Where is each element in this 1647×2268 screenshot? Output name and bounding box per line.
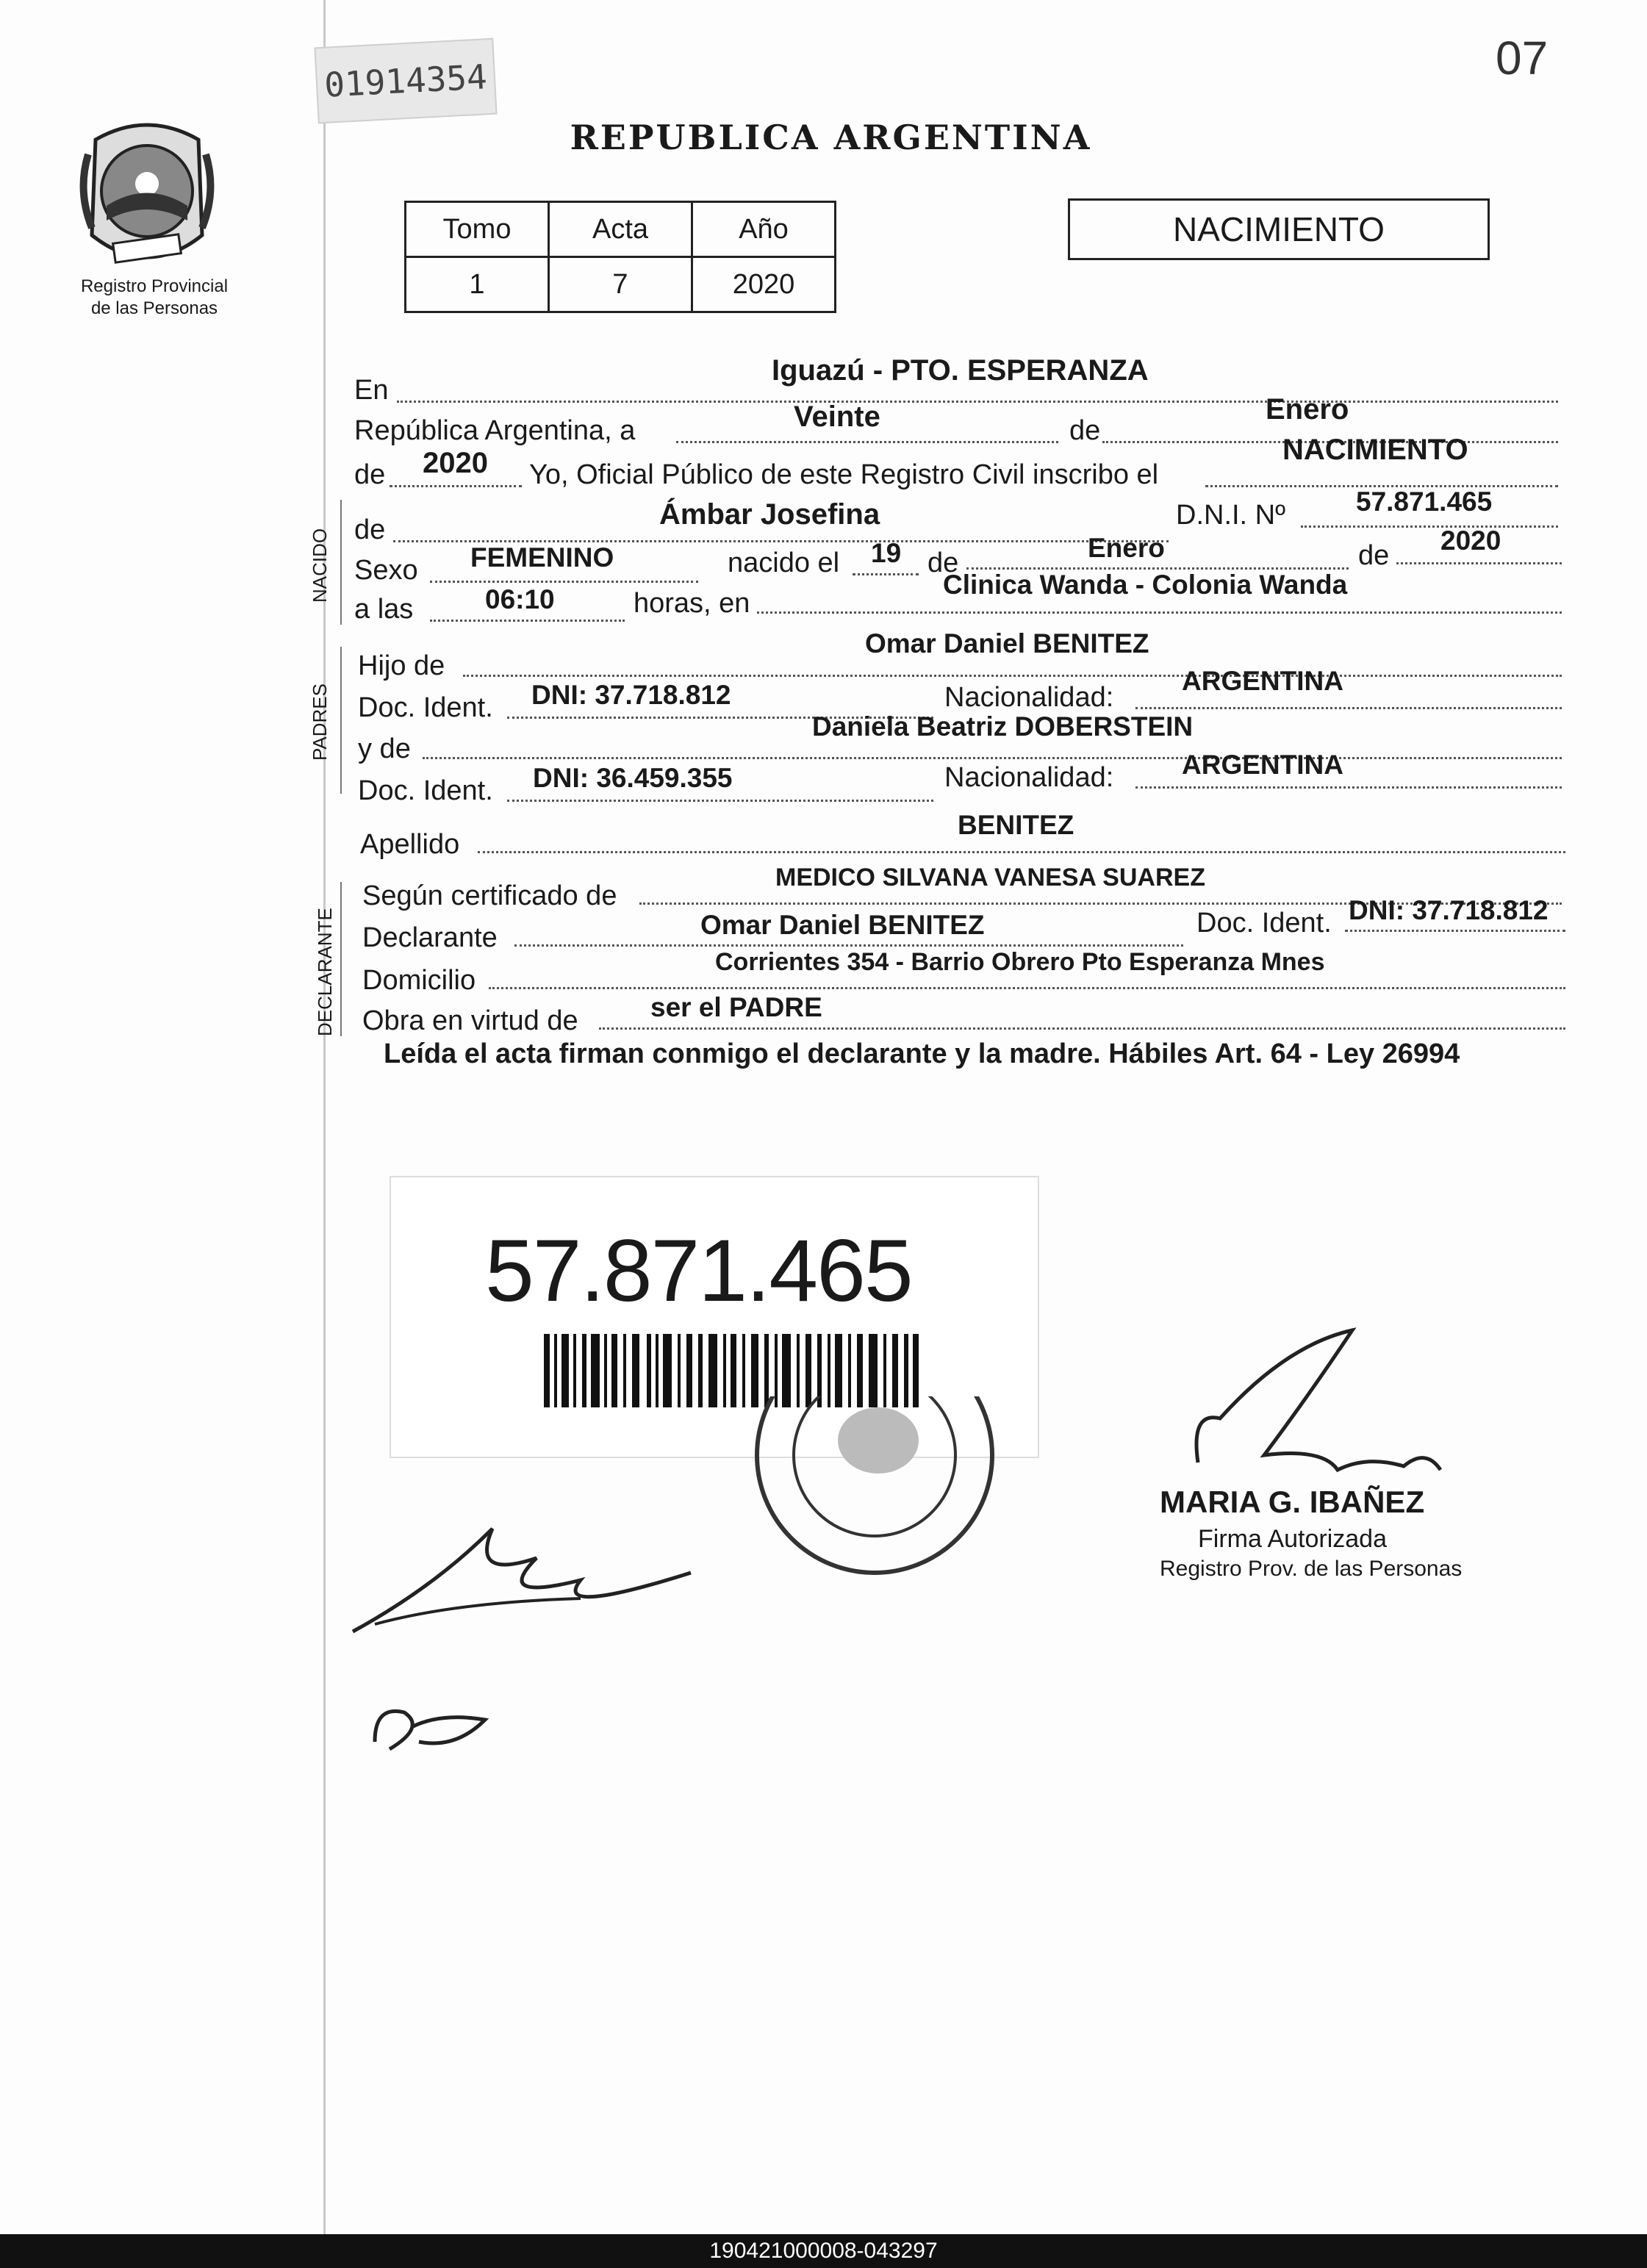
- dotted-line: [507, 800, 933, 802]
- header-tomo: Tomo: [406, 202, 549, 257]
- dotted-line: [676, 441, 1058, 443]
- dotted-line: [463, 675, 1562, 677]
- dotted-line: [599, 1027, 1565, 1030]
- dotted-line: [478, 851, 1565, 853]
- value-lugar-nac: Clinica Wanda - Colonia Wanda: [943, 570, 1348, 600]
- label-nacionalidad-2: Nacionalidad:: [944, 762, 1114, 793]
- dotted-line: [757, 611, 1562, 614]
- dotted-line: [397, 401, 1558, 403]
- dotted-line: [489, 987, 1565, 989]
- value-apellido: BENITEZ: [958, 810, 1074, 840]
- section-bar-declarante: [340, 882, 342, 1036]
- header-acta: Acta: [549, 202, 692, 257]
- label-domicilio: Domicilio: [362, 965, 476, 996]
- value-dia-letras: Veinte: [794, 401, 880, 433]
- value-tomo: 1: [406, 257, 549, 312]
- value-anio: 2020: [692, 257, 836, 312]
- label-nacionalidad-1: Nacionalidad:: [944, 682, 1114, 713]
- signature-oficial: [1176, 1323, 1470, 1492]
- value-madre-doc: DNI: 36.459.355: [533, 763, 733, 793]
- label-de-dia: de: [927, 548, 959, 578]
- value-sexo: FEMENINO: [470, 542, 614, 573]
- label-dni: D.N.I. Nº: [1176, 500, 1285, 531]
- value-declarante: Omar Daniel BENITEZ: [700, 910, 985, 940]
- record-type-box: NACIMIENTO: [1068, 198, 1490, 260]
- label-doc-ident-3: Doc. Ident.: [1196, 908, 1332, 939]
- value-hora: 06:10: [485, 584, 555, 614]
- value-padre-doc: DNI: 37.718.812: [531, 680, 731, 710]
- sticker-number: 57.871.465: [485, 1221, 912, 1320]
- value-nombre: Ámbar Josefina: [659, 498, 880, 531]
- label-doc-ident-2: Doc. Ident.: [358, 775, 493, 806]
- side-label-padres: PADRES: [309, 683, 331, 761]
- dotted-line: [1135, 786, 1562, 789]
- value-anio: 2020: [423, 447, 488, 479]
- signature-madre: [367, 1690, 500, 1756]
- header-anio: Año: [692, 202, 836, 257]
- value-madre: Daniela Beatriz DOBERSTEIN: [812, 711, 1194, 742]
- closing-statement: Leída el acta firman conmigo el declarante y la madre. Hábiles Art. 64 - Ley 26994: [384, 1038, 1460, 1069]
- label-de-anio: de: [354, 459, 386, 490]
- label-obra-en-virtud: Obra en virtud de: [362, 1005, 578, 1036]
- label-republica: República Argentina, a: [354, 415, 636, 446]
- label-en: En: [354, 375, 389, 406]
- registry-round-seal: [750, 1396, 1000, 1610]
- side-label-declarante: DECLARANTE: [314, 908, 336, 1036]
- label-nacido-el: nacido el: [728, 548, 840, 578]
- registry-caption: Registro Provincial de las Personas: [80, 276, 229, 318]
- value-declarante-doc: DNI: 37.718.812: [1349, 895, 1549, 925]
- value-padre: Omar Daniel BENITEZ: [865, 628, 1149, 658]
- value-dni: 57.871.465: [1356, 487, 1493, 517]
- dotted-line: [390, 485, 522, 487]
- value-mes: Enero: [1266, 393, 1349, 426]
- dotted-line: [1396, 562, 1562, 564]
- dotted-line: [1345, 930, 1565, 932]
- label-y-de: y de: [358, 733, 411, 764]
- signatory-name: MARIA G. IBAÑEZ: [1160, 1485, 1425, 1519]
- side-label-nacido: NACIDO: [309, 528, 331, 603]
- section-bar-padres: [340, 647, 342, 794]
- label-hijo-de: Hijo de: [358, 650, 445, 681]
- dotted-line: [514, 944, 1183, 947]
- value-certificado: MEDICO SILVANA VANESA SUAREZ: [775, 864, 1205, 891]
- signature-declarante: [345, 1514, 698, 1646]
- value-madre-nac: ARGENTINA: [1182, 750, 1343, 780]
- label-segun-certificado: Según certificado de: [362, 880, 617, 911]
- label-sexo: Sexo: [354, 555, 418, 586]
- dotted-line: [430, 620, 625, 622]
- value-lugar: Iguazú - PTO. ESPERANZA: [772, 354, 1149, 387]
- label-declarante: Declarante: [362, 922, 498, 953]
- page-title: REPUBLICA ARGENTINA: [570, 118, 1092, 157]
- dotted-line: [423, 757, 1562, 759]
- value-acta: 7: [549, 257, 692, 312]
- signatory-role: Firma Autorizada: [1198, 1525, 1387, 1553]
- dotted-line: [1135, 707, 1562, 709]
- value-acto: NACIMIENTO: [1282, 434, 1468, 466]
- label-apellido: Apellido: [360, 829, 460, 860]
- label-de-nombre: de: [354, 514, 386, 545]
- label-yo-oficial: Yo, Oficial Público de este Registro Civil inscribo el: [529, 459, 1159, 490]
- tomo-acta-table: [404, 201, 836, 313]
- label-de-anio2: de: [1358, 540, 1390, 571]
- margin-line: [323, 0, 326, 2234]
- page-number: 07: [1496, 32, 1549, 85]
- label-de-mes: de: [1069, 415, 1101, 446]
- dotted-line: [430, 581, 698, 583]
- signatory-org: Registro Prov. de las Personas: [1160, 1557, 1463, 1581]
- label-horas-en: horas, en: [634, 588, 750, 619]
- section-bar-nacido: [340, 500, 342, 625]
- dotted-line: [853, 573, 919, 575]
- value-mes-nac: Enero: [1088, 533, 1165, 563]
- value-padre-nac: ARGENTINA: [1182, 666, 1343, 696]
- value-anio-nac: 2020: [1440, 525, 1501, 556]
- label-a-las: a las: [354, 594, 414, 625]
- label-doc-ident-1: Doc. Ident.: [358, 692, 493, 723]
- value-domicilio: Corrientes 354 - Barrio Obrero Pto Esperanza Mnes: [715, 948, 1325, 976]
- serial-stamp: 01914354: [314, 38, 497, 124]
- dotted-line: [1301, 525, 1558, 528]
- value-en-virtud: ser el PADRE: [650, 992, 822, 1022]
- value-dia-nac: 19: [871, 538, 902, 568]
- footer-code: 190421000008-043297: [0, 2234, 1647, 2268]
